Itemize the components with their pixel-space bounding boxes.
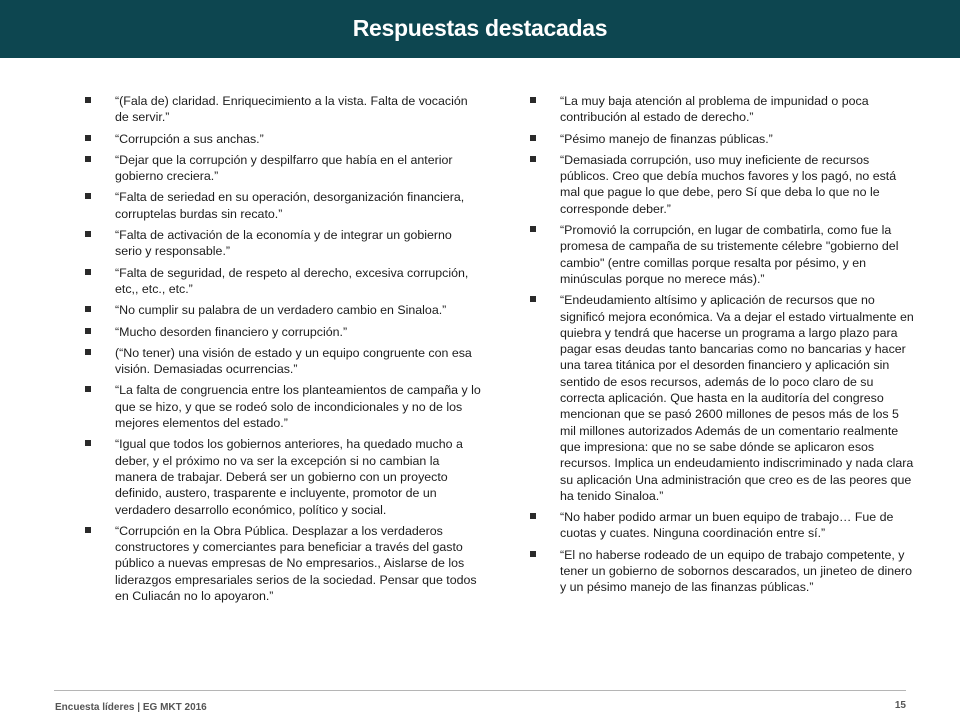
square-bullet-icon xyxy=(85,135,91,141)
response-item xyxy=(83,382,481,431)
square-bullet-icon xyxy=(530,135,536,141)
response-text: (“No tener) una visión de estado y un equipo congruente con esa visión. Demasiadas ocurrencias.” xyxy=(115,345,472,377)
square-bullet-icon xyxy=(85,231,91,237)
square-bullet-icon xyxy=(530,551,536,557)
square-bullet-icon xyxy=(85,386,91,392)
response-text: “Mucho desorden financiero y corrupción.” xyxy=(115,324,348,339)
square-bullet-icon xyxy=(85,527,91,533)
response-text: “Demasiada corrupción, uso muy ineficiente de recursos públicos. Creo que debía muchos favores y los pagó, no está mal que pague lo que debe, pero Sí que deba lo que no le corresponde deber.” xyxy=(560,152,897,216)
square-bullet-icon xyxy=(85,269,91,275)
square-bullet-icon xyxy=(530,226,536,232)
response-item xyxy=(83,523,481,604)
response-text: “Falta de activación de la economía y de integrar un gobierno serio y responsable.” xyxy=(115,228,452,259)
left-response-list xyxy=(83,93,481,609)
response-item xyxy=(83,345,481,378)
response-item xyxy=(83,265,481,298)
response-item xyxy=(83,131,481,147)
square-bullet-icon xyxy=(85,328,91,334)
right-response-list xyxy=(528,93,918,601)
square-bullet-icon xyxy=(85,440,91,446)
response-item xyxy=(83,436,481,517)
square-bullet-icon xyxy=(85,156,91,162)
response-text: “La falta de congruencia entre los planteamientos de campaña y lo que se hizo, y que se rodeó solo de incondicionales y no de los mejores elementos del estado.” xyxy=(115,383,481,431)
response-item xyxy=(83,227,481,260)
response-item xyxy=(528,292,918,504)
response-text: “Pésimo manejo de finanzas públicas.” xyxy=(560,131,773,146)
response-text: “Dejar que la corrupción y despilfarro que había en el anterior gobierno creciera.” xyxy=(115,152,453,184)
square-bullet-icon xyxy=(530,97,536,103)
response-text: “La muy baja atención al problema de impunidad o poca contribución al estado de derecho.” xyxy=(560,94,869,125)
response-item xyxy=(83,324,481,340)
response-text: “Corrupción a sus anchas.” xyxy=(115,131,264,146)
response-text: “El no haberse rodeado de un equipo de trabajo competente, y tener un gobierno de sobornos descarados, un jineteo de dinero y un pésimo manejo de las finanzas públicas.” xyxy=(560,547,913,595)
square-bullet-icon xyxy=(85,306,91,312)
page-number: 15 xyxy=(894,700,906,711)
square-bullet-icon xyxy=(85,97,91,103)
response-text: “Promovió la corrupción, en lugar de combatirla, como fue la promesa de campaña de su tristemente célebre "gobierno del cambio" (entre comillas porque resalta por pésimo, y en minúsculas porque no merece más).” xyxy=(560,223,899,286)
response-text: “Falta de seguridad, de respeto al derecho, excesiva corrupción, etc,, etc., etc.” xyxy=(115,265,469,296)
response-text: “Endeudamiento altísimo y aplicación de recursos que no significó mejora económica. Va a dejar el estado virtualmente en quiebra y tendrá que hacerse un programa a largo plazo para pagar esas deudas tanto bancarias como no bancarias y hacer una tarea titánica por el desorden financiero y aplicación sin sentido de esos recursos, además de lo poco claro de su correcta aplicación. Que hasta en la auditoría del congreso mencionan que se pasó 2600 millones de pesos más de los 5 mil millones autorizados Además de un comentario realmente que impresiona: que no se sabe dónde se aplicaron esos recursos. Implica un endeudamiento indiscriminado y nada clara su aplicación Una administración que creo es de las peores que ha tenido Sinaloa.” xyxy=(560,293,914,503)
square-bullet-icon xyxy=(530,156,536,162)
response-item xyxy=(528,152,918,217)
square-bullet-icon xyxy=(85,193,91,199)
response-item xyxy=(83,189,481,222)
footer-divider xyxy=(54,690,906,691)
response-item xyxy=(528,547,918,596)
page-title: Respuestas destacadas xyxy=(352,15,608,41)
response-text: “Igual que todos los gobiernos anteriores, ha quedado mucho a deber, y el próximo no va ser la excepción si no cambian la manera de trabajar. Deberá ser un gobierno con un proyecto definido, austero, trasparente e incluyente, promotor de un verdadero desarrollo económico, político y social. xyxy=(115,437,463,517)
response-text: “Corrupción en la Obra Pública. Desplazar a los verdaderos constructores y comerciantes para beneficiar a través del gasto público a nuevas empresas de No empresarios., Aislarse de los liderazgos empresariales serios de la sociedad. Pensar que todos en Culiacán no lo apoyaron.” xyxy=(115,523,477,604)
response-item xyxy=(83,152,481,185)
response-item xyxy=(528,222,918,287)
square-bullet-icon xyxy=(530,513,536,519)
footer-label: Encuesta líderes | EG MKT 2016 xyxy=(55,702,207,713)
response-text: “(Fala de) claridad. Enriquecimiento a la vista. Falta de vocación de servir.” xyxy=(115,94,468,125)
square-bullet-icon xyxy=(85,349,91,355)
response-text: “Falta de seriedad en su operación, desorganización financiera, corruptelas burdas sin recato.” xyxy=(115,190,465,221)
square-bullet-icon xyxy=(530,296,536,302)
response-item xyxy=(83,302,481,318)
response-item xyxy=(528,131,918,147)
response-item xyxy=(83,93,481,126)
response-text: “No haber podido armar un buen equipo de trabajo… Fue de cuotas y cuates. Ninguna coordinación entre sí.” xyxy=(560,510,894,541)
response-text: “No cumplir su palabra de un verdadero cambio en Sinaloa.” xyxy=(115,303,447,318)
response-item xyxy=(528,509,918,542)
response-item xyxy=(528,93,918,126)
